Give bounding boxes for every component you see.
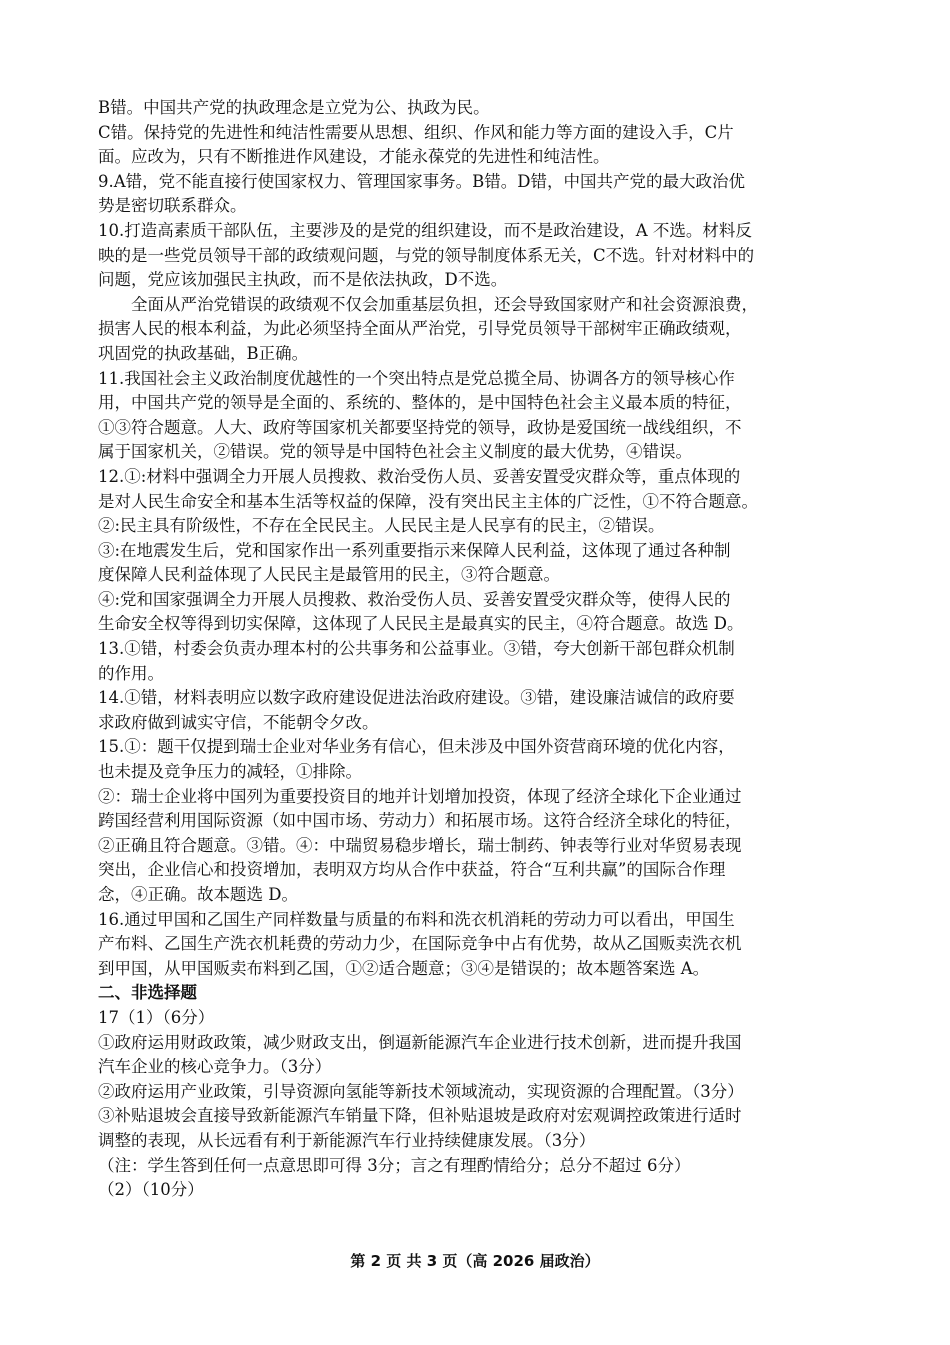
text-line: ②：瑞士企业将中国列为重要投资目的地并计划增加投资，体现了经济全球化下企业通过 — [98, 786, 742, 806]
section-heading: 二、非选择题 — [98, 983, 197, 1003]
text-line: B错。中国共产党的执政理念是立党为公、执政为民。 — [98, 98, 490, 117]
text-line: 损害人民的根本利益，为此必须坚持全面从严治党，引导党员领导干部树牢正确政绩观， — [98, 319, 742, 339]
text-line: 问题，党应该加强民主执政，而不是依法执政，D不选。 — [98, 270, 508, 290]
text-line: ③补贴退坡会直接导致新能源汽车销量下降，但补贴退坡是政府对宏观调控政策进行适时 — [98, 1106, 742, 1126]
text-line: ②:民主具有阶级性，不存在全民民主。人民民主是人民享有的民主，②错误。 — [98, 516, 665, 536]
text-line: 面。应改为，只有不断推进作风建设，才能永葆党的先进性和纯洁性。 — [98, 147, 610, 167]
text-line: 是对人民生命安全和基本生活等权益的保障，没有突出民主主体的广泛性，①不符合题意。 — [98, 491, 758, 511]
text-line: 13.①错，村委会负责办理本村的公共事务和公益事业。③错，夸大创新干部包群众机制 — [98, 639, 735, 659]
text-line: 14.①错，材料表明应以数字政府建设促进法治政府建设。③错，建设廉洁诚信的政府要 — [98, 688, 735, 708]
text-line: 的作用。 — [98, 663, 164, 683]
text-line: 15.①：题干仅提到瑞士企业对华业务有信心，但未涉及中国外资营商环境的优化内容， — [98, 737, 735, 757]
text-line: 10.打造高素质干部队伍，主要涉及的是党的组织建设，而不是政治建设，A 不选。材料反 — [98, 220, 752, 240]
answer-text-body — [98, 96, 858, 1203]
text-line: 17（1）（6分） — [98, 1007, 215, 1027]
text-line: 求政府做到诚实守信，不能朝令夕改。 — [98, 712, 379, 732]
text-line: 巩固党的执政基础，B正确。 — [98, 343, 309, 363]
text-line: ②正确且符合题意。③错。④：中瑞贸易稳步增长，瑞士制药、钟表等行业对华贸易表现 — [98, 835, 742, 855]
text-line: C错。保持党的先进性和纯洁性需要从思想、组织、作风和能力等方面的建设入手，C片 — [98, 122, 734, 142]
text-line: ②政府运用产业政策，引导资源向氢能等新技术领域流动，实现资源的合理配置。（3分） — [98, 1081, 744, 1101]
text-line: ①③符合题意。人大、政府等国家机关都要坚持党的领导，政协是爱国统一战线组织，不 — [98, 417, 742, 437]
text-line: 全面从严治党错误的政绩观不仅会加重基层负担，还会导致国家财产和社会资源浪费， — [98, 294, 758, 314]
text-line: 生命安全权等得到切实保障，这体现了人民民主是最真实的民主，④符合题意。故选 D。 — [98, 614, 744, 634]
text-line: 12.①:材料中强调全力开展人员搜救、救治受伤人员、妥善安置受灾群众等，重点体现的 — [98, 466, 741, 486]
text-line: 映的是一些党员领导干部的政绩观问题，与党的领导制度体系无关，C不选。针对材料中的 — [98, 245, 755, 265]
text-line: 11.我国社会主义政治制度优越性的一个突出特点是党总揽全局、协调各方的领导核心作 — [98, 368, 735, 388]
text-line: 调整的表现，从长远看有利于新能源汽车行业持续健康发展。（3分） — [98, 1130, 596, 1150]
text-line: 念，④正确。故本题选 D。 — [98, 885, 298, 904]
text-line: ③:在地震发生后，党和国家作出一系列重要指示来保障人民利益，这体现了通过各种制 — [98, 540, 731, 560]
text-line: 度保障人民利益体现了人民民主是最管用的民主，③符合题意。 — [98, 565, 560, 585]
text-line: 也未提及竞争压力的减轻，①排除。 — [98, 762, 362, 782]
text-line: 势是密切联系群众。 — [98, 196, 247, 216]
text-line: ①政府运用财政政策，减少财政支出，倒逼新能源汽车企业进行技术创新，进而提升我国 — [98, 1032, 742, 1052]
text-line: 9.A错，党不能直接行使国家权力、管理国家事务。B错。D错，中国共产党的最大政治优 — [98, 171, 746, 191]
text-line: 用，中国共产党的领导是全面的、系统的、整体的，是中国特色社会主义最本质的特征， — [98, 393, 742, 413]
text-line: （2）（10分） — [98, 1180, 204, 1200]
text-line: 属于国家机关，②错误。党的领导是中国特色社会主义制度的最大优势，④错误。 — [98, 442, 692, 462]
text-line: 到甲国，从甲国贩卖布料到乙国，①②适合题意；③④是错误的；故本题答案选 A。 — [98, 958, 710, 978]
text-line: 16.通过甲国和乙国生产同样数量与质量的布料和洗衣机消耗的劳动力可以看出，甲国生 — [98, 909, 735, 929]
text-line: （注：学生答到任何一点意思即可得 3分；言之有理酌情给分；总分不超过 6分） — [98, 1155, 691, 1175]
page-footer: 第 2 页 共 3 页（高 2026 届政治） — [350, 1252, 600, 1270]
text-line: 汽车企业的核心竞争力。（3分） — [98, 1057, 332, 1077]
text-line: 突出，企业信心和投资增加，表明双方均从合作中获益，符合“互利共赢”的国际合作理 — [98, 860, 726, 880]
text-line: 跨国经营利用国际资源（如中国市场、劳动力）和拓展市场。这符合经济全球化的特征， — [98, 811, 742, 831]
text-line: ④:党和国家强调全力开展人员搜救、救治受伤人员、妥善安置受灾群众等，使得人民的 — [98, 589, 731, 609]
text-line: 产布料、乙国生产洗衣机耗费的劳动力少，在国际竞争中占有优势，故从乙国贩卖洗衣机 — [98, 934, 742, 954]
